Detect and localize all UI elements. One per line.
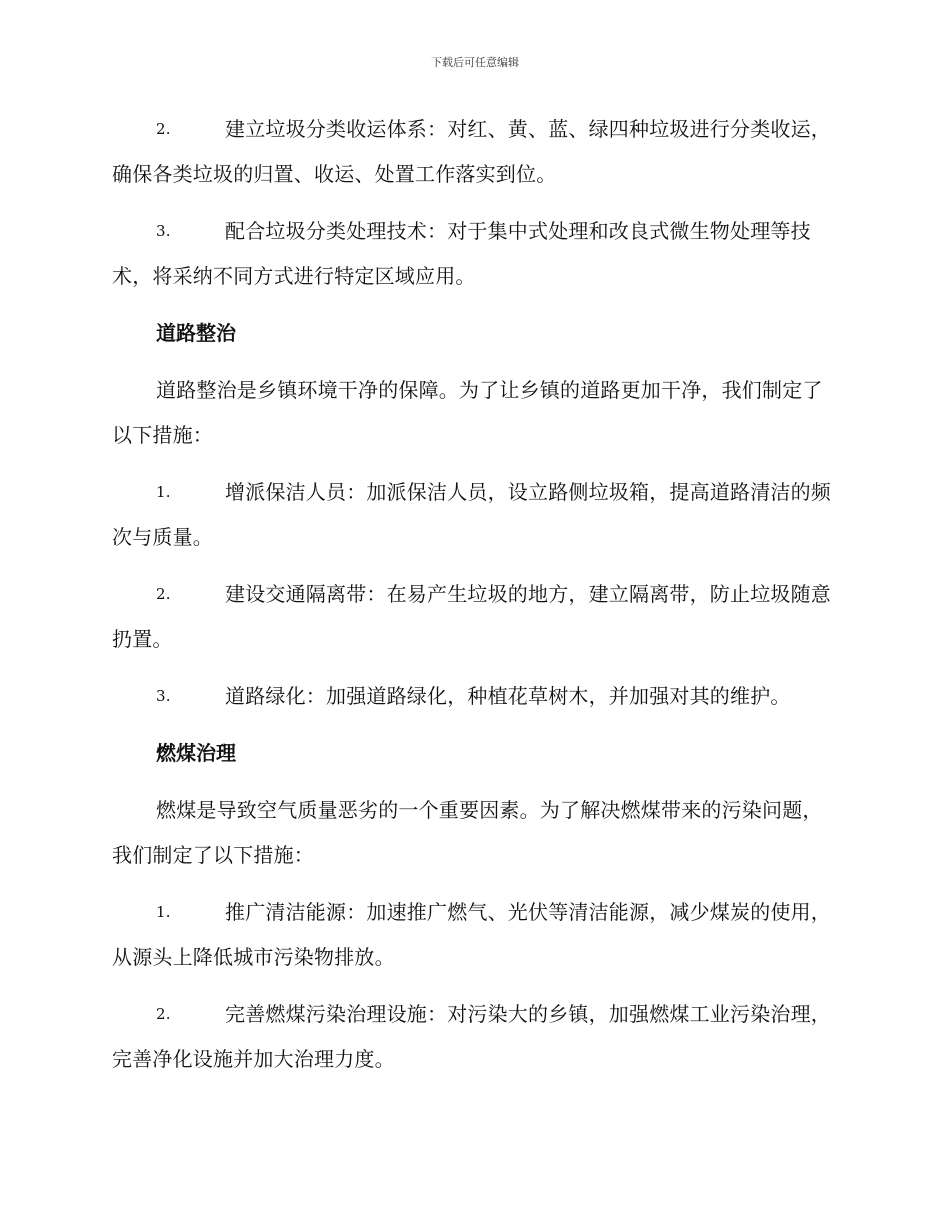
- list-item: [112, 572, 836, 662]
- page-header: 下载后可任意编辑: [431, 56, 519, 69]
- list-item-text: 道路绿化：加强道路绿化，种植花草树木，并加强对其的维护。: [225, 684, 791, 708]
- paragraph: 道路整治是乡镇环境干净的保障。为了让乡镇的道路更加干净，我们制定了以下措施：: [112, 378, 823, 447]
- list-item: [112, 674, 836, 719]
- list-item-text: 配合垃圾分类处理技术：对于集中式处理和改良式微生物处理等技术，将采纳不同方式进行特定区域应用。: [112, 219, 811, 288]
- list-item: [112, 107, 836, 197]
- list-number: 1.: [156, 483, 171, 501]
- list-number: 3.: [156, 222, 171, 240]
- section-heading-coal: 燃煤治理: [156, 741, 236, 765]
- list-item-text: 建设交通隔离带：在易产生垃圾的地方，建立隔离带，防止垃圾随意扔置。: [112, 582, 831, 651]
- paragraph: 燃煤是导致空气质量恶劣的一个重要因素。为了解决燃煤带来的污染问题，我们制定了以下措施：: [112, 798, 823, 867]
- document-body: [112, 107, 836, 1094]
- list-item-text: 建立垃圾分类收运体系：对红、黄、蓝、绿四种垃圾进行分类收运，确保各类垃圾的归置、收运、处置工作落实到位。: [112, 117, 831, 186]
- section-heading-road: 道路整治: [156, 321, 236, 345]
- list-item: [112, 992, 836, 1082]
- list-number: 1.: [156, 903, 171, 921]
- list-item: [112, 470, 836, 560]
- list-number: 2.: [156, 120, 171, 138]
- list-item-text: 推广清洁能源：加速推广燃气、光伏等清洁能源，减少煤炭的使用，从源头上降低城市污染物排放。: [112, 900, 831, 969]
- list-number: 2.: [156, 1005, 171, 1023]
- list-item: [112, 209, 836, 299]
- list-item-text: 增派保洁人员：加派保洁人员，设立路侧垃圾箱，提高道路清洁的频次与质量。: [112, 480, 831, 549]
- list-item: [112, 890, 836, 980]
- list-number: 3.: [156, 687, 171, 705]
- list-item-text: 完善燃煤污染治理设施：对污染大的乡镇，加强燃煤工业污染治理，完善净化设施并加大治理力度。: [112, 1002, 831, 1071]
- list-number: 2.: [156, 585, 171, 603]
